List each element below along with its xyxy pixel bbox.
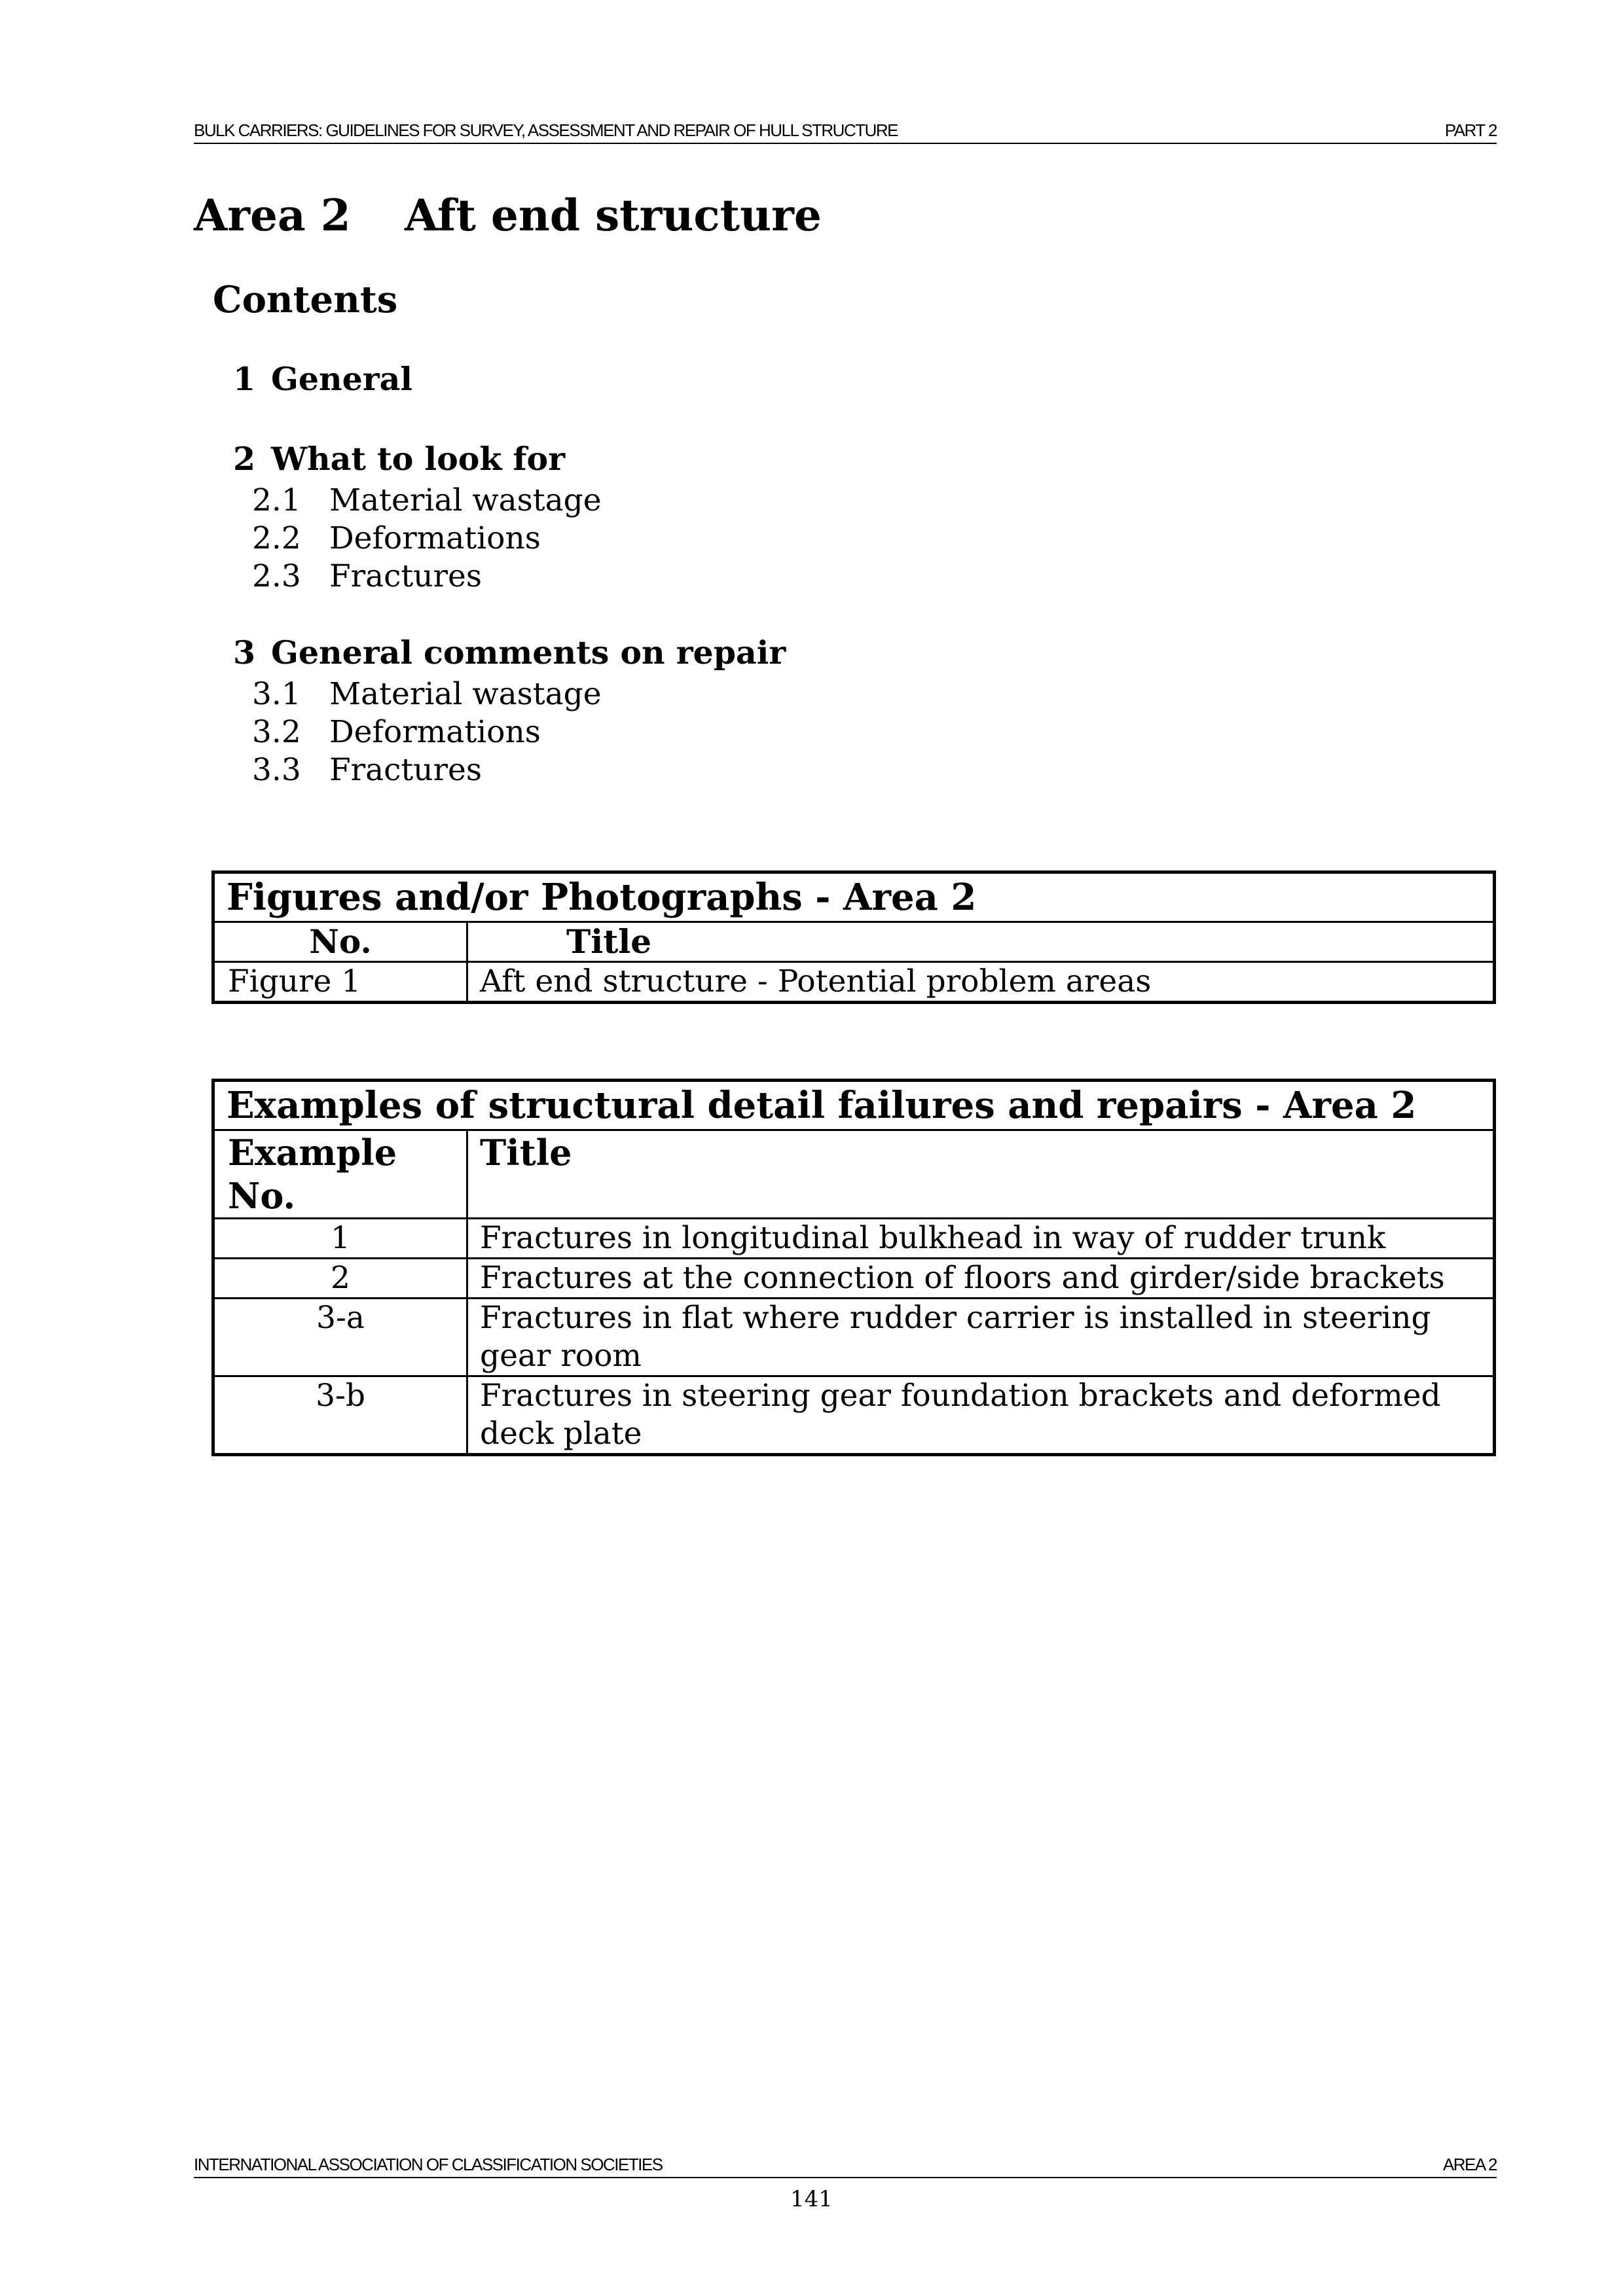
toc-item-number: 2.1	[252, 482, 301, 518]
toc-section-number: 1	[233, 360, 256, 398]
figure-title-cell: Aft end structure - Potential problem areas	[467, 962, 1495, 1003]
toc-section-2	[233, 440, 565, 478]
area-title-text: Aft end structure	[405, 190, 822, 241]
header-right-text: PART 2	[1444, 120, 1497, 140]
footer-right-text: AREA 2	[1442, 2155, 1497, 2174]
example-title-cell: Fractures in longitudinal bulkhead in way of rudder trunk	[467, 1219, 1495, 1259]
example-number-cell: 1	[213, 1219, 467, 1259]
toc-item-number: 3.2	[252, 714, 301, 750]
example-number-cell: 3-a	[213, 1299, 467, 1376]
examples-col-header-no: Example No.	[213, 1130, 467, 1219]
table-row	[213, 1299, 1495, 1376]
toc-section-number: 3	[233, 634, 256, 672]
example-number-cell: 3-b	[213, 1376, 467, 1455]
figures-col-header-no: No.	[213, 922, 467, 962]
toc-item-2-2	[252, 520, 541, 556]
toc-item-2-1	[252, 482, 602, 518]
toc-item-3-2	[252, 714, 541, 750]
page-number: 141	[790, 2186, 833, 2212]
toc-section-1	[233, 360, 412, 398]
toc-item-title: Deformations	[329, 520, 541, 556]
toc-item-number: 3.3	[252, 752, 301, 788]
figures-table	[211, 870, 1496, 1004]
examples-col-header-title: Title	[467, 1130, 1495, 1219]
table-row	[213, 1219, 1495, 1259]
figures-table-caption: Figures and/or Photographs - Area 2	[213, 872, 1495, 922]
toc-item-3-3	[252, 752, 482, 788]
area-title	[194, 190, 822, 241]
toc-item-title: Deformations	[329, 714, 541, 750]
toc-section-3	[233, 634, 786, 672]
table-row	[213, 1376, 1495, 1455]
toc-item-title: Material wastage	[329, 482, 602, 518]
example-title-cell: Fractures at the connection of floors and girder/side brackets	[467, 1259, 1495, 1299]
examples-table	[211, 1079, 1496, 1456]
toc-item-3-1	[252, 676, 602, 712]
area-number: Area 2	[194, 190, 351, 241]
header-left-text: BULK CARRIERS: GUIDELINES FOR SURVEY, ASSESSMENT AND REPAIR OF HULL STRUCTURE	[194, 120, 898, 140]
toc-item-title: Fractures	[329, 752, 482, 788]
running-header	[194, 120, 1497, 144]
toc-section-title: General comments on repair	[271, 634, 786, 672]
toc-item-title: Fractures	[329, 558, 482, 594]
toc-section-title: What to look for	[271, 440, 566, 478]
table-row	[213, 962, 1495, 1003]
toc-item-title: Material wastage	[329, 676, 602, 712]
toc-item-number: 2.2	[252, 520, 301, 556]
toc-section-number: 2	[233, 440, 256, 478]
footer-left-text: INTERNATIONAL ASSOCIATION OF CLASSIFICATION SOCIETIES	[194, 2155, 663, 2174]
table-row	[213, 1259, 1495, 1299]
examples-table-caption: Examples of structural detail failures and repairs - Area 2	[213, 1081, 1495, 1130]
figure-number-cell: Figure 1	[213, 962, 467, 1003]
toc-item-number: 2.3	[252, 558, 301, 594]
contents-heading: Contents	[213, 278, 398, 321]
toc-section-title: General	[271, 360, 413, 398]
example-title-cell: Fractures in flat where rudder carrier is installed in steering gear room	[467, 1299, 1495, 1376]
running-footer	[194, 2155, 1497, 2178]
toc-item-number: 3.1	[252, 676, 301, 712]
example-title-cell: Fractures in steering gear foundation brackets and deformed deck plate	[467, 1376, 1495, 1455]
figures-col-header-title: Title	[467, 922, 1495, 962]
example-number-cell: 2	[213, 1259, 467, 1299]
toc-item-2-3	[252, 558, 482, 594]
